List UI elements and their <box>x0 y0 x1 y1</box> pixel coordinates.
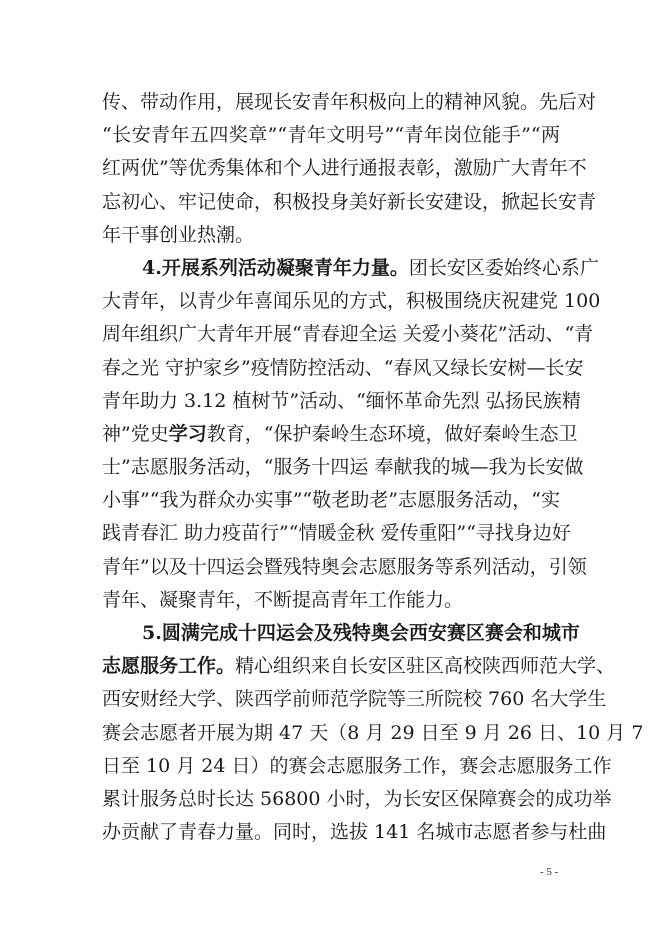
text-line <box>102 119 560 152</box>
text-run: 青年助力 3.12 植树节”活动、“缅怀革命先烈 弘扬民族精 <box>102 389 581 412</box>
text-line <box>102 816 607 849</box>
text-line <box>102 717 644 750</box>
document-body <box>102 86 644 849</box>
text-line <box>102 484 560 517</box>
bold-heading-text: 5.圆满完成十四运会及残特奥会西安赛区赛会和城市 <box>142 622 580 644</box>
text-run: 红两优”等优秀集体和个人进行通报表彰，激励广大青年不 <box>102 157 587 180</box>
text-run: 累计服务总时长达 56800 小时，为长安区保障赛会的成功举 <box>102 787 612 810</box>
text-run: 传、带动作用，展现长安青年积极向上的精神风貌。先后对 <box>102 91 597 113</box>
bold-heading-text: 4.开展系列活动凝聚青年力量。 <box>142 256 409 279</box>
text-line <box>102 783 612 816</box>
text-line <box>102 750 612 783</box>
text-run: 周年组织广大青年开展“青春迎全运 关爱小葵花”活动、“青 <box>102 323 594 346</box>
text-run: 学习 <box>168 422 207 445</box>
text-run: 西安财经大学、陕西学前师范学院等三所院校 760 名大学生 <box>102 688 607 711</box>
page-number: - 5 - <box>540 866 559 878</box>
text-run: 年干事创业热潮。 <box>102 223 255 246</box>
text-line <box>102 219 560 252</box>
text-run: 团长安区委始终心系广 <box>408 256 599 279</box>
bold-heading-text: 志愿服务工作。 <box>102 655 236 678</box>
text-run: 精心组织来自长安区驻区高校陕西师范大学、 <box>235 655 616 678</box>
text-line <box>102 617 580 650</box>
text-line <box>102 584 560 617</box>
text-run: 大青年，以青少年喜闻乐见的方式，积极围绕庆祝建党 100 <box>102 290 601 313</box>
text-line <box>102 418 578 451</box>
text-run: 青年、凝聚青年，不断提高青年工作能力。 <box>102 588 464 611</box>
text-run: 忘初心、牢记使命，积极投身美好新长安建设，掀起长安青 <box>102 190 597 213</box>
text-run: 春之光 守护家乡”疫情防控活动、“春风又绿长安树—长安 <box>102 356 584 379</box>
text-run: 小事”“我为群众办实事”“敬老助老”志愿服务活动，“实 <box>102 489 560 512</box>
text-run: 神”党史 <box>102 422 169 445</box>
text-run: 赛会志愿者开展为期 47 天（8 月 29 日至 9 月 26 日、10 月 7 <box>102 721 644 744</box>
text-line <box>102 252 599 285</box>
text-line <box>102 285 601 318</box>
text-line <box>102 385 581 418</box>
text-run: 士”志愿服务活动，“服务十四运 奉献我的城—我为长安做 <box>102 456 584 479</box>
text-run: 日至 10 月 24 日）的赛会志愿服务工作，赛会志愿服务工作 <box>102 754 612 777</box>
text-line <box>102 517 571 550</box>
text-line <box>102 152 587 185</box>
text-run: 青年”以及十四运会暨残特奥会志愿服务等系列活动，引领 <box>102 555 587 578</box>
text-line <box>102 86 597 119</box>
text-run: 教育，“保护秦岭生态环境，做好秦岭生态卫 <box>206 422 578 445</box>
text-line <box>102 551 587 584</box>
text-line <box>102 683 607 716</box>
text-line <box>102 451 584 484</box>
text-line <box>102 352 584 385</box>
text-run: 办贡献了青春力量。同时，选拔 141 名城市志愿者参与杜曲 <box>102 821 607 844</box>
text-line <box>102 318 594 351</box>
text-line <box>102 650 616 683</box>
text-line <box>102 186 597 219</box>
text-run: 践青春汇 助力疫苗行”“情暖金秋 爱传重阳”“寻找身边好 <box>102 522 571 545</box>
text-run: “长安青年五四奖章”“青年文明号”“青年岗位能手”“两 <box>102 124 560 147</box>
